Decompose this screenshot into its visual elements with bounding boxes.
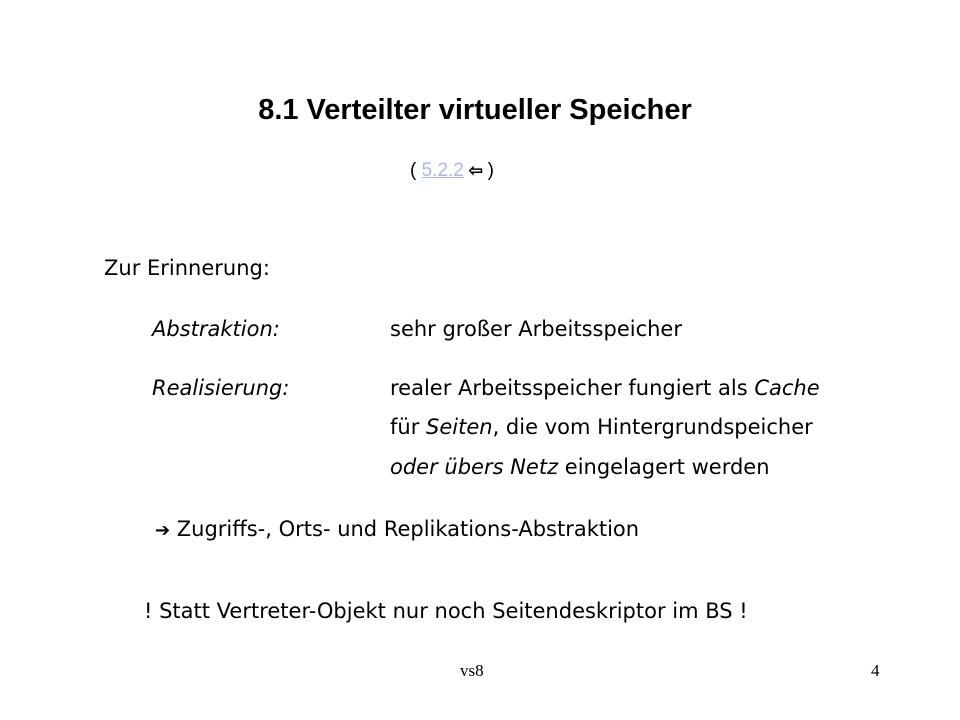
cache-term: Cache <box>754 376 820 400</box>
reference-open-paren: ( <box>410 160 422 181</box>
reference-close-paren: ) <box>487 160 494 181</box>
footer-label: vs8 <box>460 661 484 680</box>
realization-line-1 <box>390 376 820 400</box>
realization-line-2-text-a: für <box>390 415 427 439</box>
pages-term: Seiten <box>426 415 493 439</box>
left-arrow-icon: ⇦ <box>463 161 488 180</box>
conclusion-line <box>155 517 639 541</box>
note-line: ! Statt Vertreter-Objekt nur noch Seitendeskriptor im BS ! <box>144 599 748 623</box>
reminder-heading: Zur Erinnerung: <box>104 256 270 280</box>
conclusion-text: Zugriffs-, Orts- und Replikations-Abstraktion <box>170 517 640 541</box>
right-arrow-icon: ➔ <box>155 520 171 541</box>
realization-line-3 <box>390 455 770 479</box>
realization-line-1-text: realer Arbeitsspeicher fungiert als <box>390 376 755 400</box>
realization-label: Realisierung: <box>152 376 290 400</box>
section-reference <box>410 160 494 182</box>
realization-line-2-text-b: , die vom Hintergrundspeicher <box>492 415 813 439</box>
realization-line-3-text: eingelagert werden <box>558 455 770 479</box>
abstraction-label: Abstraktion: <box>152 317 280 341</box>
section-link[interactable]: 5.2.2 <box>421 160 464 181</box>
network-term: oder übers Netz <box>390 455 559 479</box>
slide-title: 8.1 Verteilter virtueller Speicher <box>258 94 692 126</box>
abstraction-value: sehr großer Arbeitsspeicher <box>390 317 682 341</box>
realization-line-2 <box>390 415 813 439</box>
page-number: 4 <box>871 661 880 680</box>
